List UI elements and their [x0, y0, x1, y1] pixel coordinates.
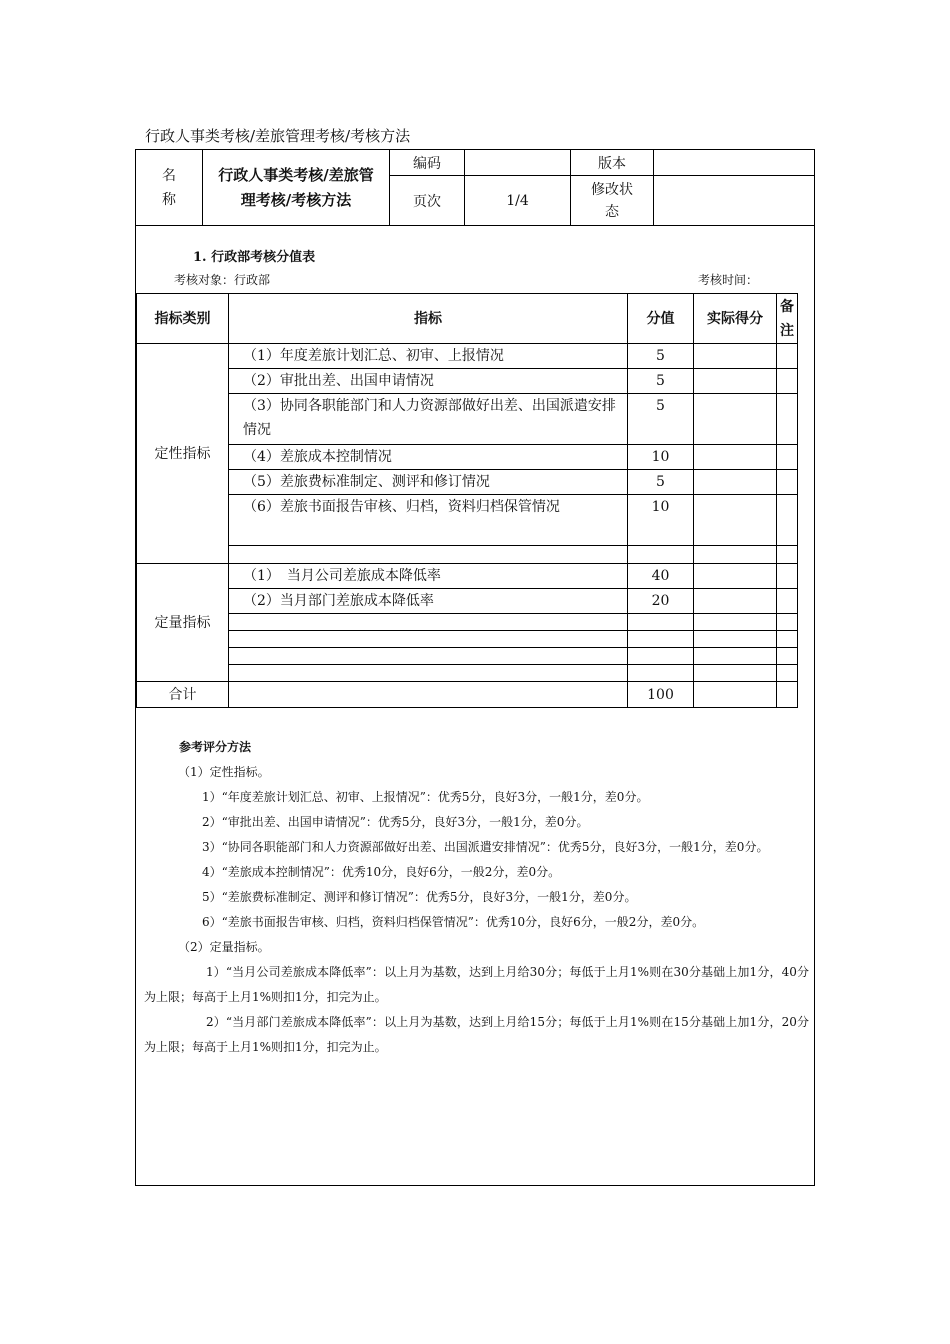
section-title: 1. 行政部考核分值表	[193, 250, 316, 265]
score-n-empty	[628, 614, 694, 631]
actual-n-empty	[694, 648, 777, 665]
indicator-q3: （3）协同各职能部门和人力资源部做好出差、出国派遣安排情况	[229, 394, 628, 445]
indicator-n-empty	[229, 631, 628, 648]
indicator-q1: （1）年度差旅计划汇总、初审、上报情况	[229, 344, 628, 369]
assessment-time: 考核时间：	[698, 273, 759, 287]
document-frame	[135, 149, 815, 1186]
header-indicator: 指标	[229, 294, 628, 344]
actual-q5	[694, 470, 777, 495]
score-n-empty	[628, 648, 694, 665]
header-remark: 备注	[777, 294, 798, 344]
remark-n-empty	[777, 665, 798, 682]
remark-n1	[777, 564, 798, 589]
total-label: 合计	[137, 682, 229, 708]
code-label: 编码	[390, 150, 465, 176]
remark-q3	[777, 394, 798, 445]
remark-q4	[777, 445, 798, 470]
score-n1: 40	[628, 564, 694, 589]
score-n2: 20	[628, 589, 694, 614]
header-category: 指标类别	[137, 294, 229, 344]
remark-q1	[777, 344, 798, 369]
quantitative-label: 定量指标	[137, 564, 229, 682]
indicator-n-empty	[229, 648, 628, 665]
score-n-empty	[628, 631, 694, 648]
page-label: 页次	[390, 176, 465, 226]
version-value	[654, 150, 815, 176]
remark-q-empty	[777, 546, 798, 564]
qualitative-item: 3）“协同各职能部门和人力资源部做好出差、出国派遣安排情况”：优秀5分，良好3分，一般1分，差0分。	[202, 840, 769, 854]
qualitative-heading: （1）定性指标。	[178, 765, 270, 779]
total-actual	[694, 682, 777, 708]
score-q-empty	[628, 546, 694, 564]
actual-n-empty	[694, 665, 777, 682]
quantitative-heading: （2）定量指标。	[178, 940, 270, 954]
actual-q2	[694, 369, 777, 394]
actual-n2	[694, 589, 777, 614]
revision-value	[654, 176, 815, 226]
indicator-n1: （1） 当月公司差旅成本降低率	[229, 564, 628, 589]
score-q5: 5	[628, 470, 694, 495]
qualitative-item: 2）“审批出差、出国申请情况”：优秀5分，良好3分，一般1分，差0分。	[202, 815, 589, 829]
actual-q3	[694, 394, 777, 445]
indicator-q2: （2）审批出差、出国申请情况	[229, 369, 628, 394]
version-label: 版本	[571, 150, 654, 176]
actual-n1	[694, 564, 777, 589]
page-title: 行政人事类考核/差旅管理考核/考核方法	[145, 127, 411, 145]
score-q2: 5	[628, 369, 694, 394]
indicator-q4: （4）差旅成本控制情况	[229, 445, 628, 470]
actual-q6	[694, 495, 777, 546]
qualitative-item: 1）“年度差旅计划汇总、初审、上报情况”：优秀5分，良好3分，一般1分，差0分。	[202, 790, 649, 804]
actual-n-empty	[694, 614, 777, 631]
score-q1: 5	[628, 344, 694, 369]
remark-n2	[777, 589, 798, 614]
indicator-n-empty	[229, 665, 628, 682]
indicator-n-empty	[229, 614, 628, 631]
remark-q6	[777, 495, 798, 546]
indicator-n2: （2）当月部门差旅成本降低率	[229, 589, 628, 614]
remark-n-empty	[777, 648, 798, 665]
quantitative-item: 2）“当月部门差旅成本降低率”：以上月为基数，达到上月给15分；每低于上月1%则在15分基础上加1分，20分为上限；每高于上月1%则扣1分，扣完为止。	[144, 1015, 809, 1054]
quantitative-item: 1）“当月公司差旅成本降低率”：以上月为基数，达到上月给30分；每低于上月1%则在30分基础上加1分，40分为上限；每高于上月1%则扣1分，扣完为止。	[144, 965, 809, 1004]
header-actual: 实际得分	[694, 294, 777, 344]
remark-n-empty	[777, 614, 798, 631]
actual-q-empty	[694, 546, 777, 564]
remark-n-empty	[777, 631, 798, 648]
code-value	[465, 150, 571, 176]
reference-title: 参考评分方法	[179, 740, 252, 754]
name-label: 名 称	[136, 150, 203, 226]
doc-title: 行政人事类考核/差旅管理考核/考核方法	[203, 150, 390, 226]
qualitative-label: 定性指标	[137, 344, 229, 564]
page-value: 1/4	[465, 176, 571, 226]
indicator-q5: （5）差旅费标准制定、测评和修订情况	[229, 470, 628, 495]
score-q6: 10	[628, 495, 694, 546]
qualitative-item: 6）“差旅书面报告审核、归档，资料归档保管情况”：优秀10分，良好6分，一般2分，差0分。	[202, 915, 705, 929]
score-n-empty	[628, 665, 694, 682]
qualitative-item: 4）“差旅成本控制情况”：优秀10分，良好6分，一般2分，差0分。	[202, 865, 561, 879]
actual-q1	[694, 344, 777, 369]
header-table	[135, 149, 815, 226]
indicator-q6: （6）差旅书面报告审核、归档，资料归档保管情况	[229, 495, 628, 546]
remark-q5	[777, 470, 798, 495]
revision-label: 修改状态	[571, 176, 654, 226]
qualitative-item: 5）“差旅费标准制定、测评和修订情况”：优秀5分，良好3分，一般1分，差0分。	[202, 890, 637, 904]
total-score: 100	[628, 682, 694, 708]
total-indicator	[229, 682, 628, 708]
actual-n-empty	[694, 631, 777, 648]
indicator-q-empty	[229, 546, 628, 564]
assessment-subject: 考核对象：行政部	[174, 273, 271, 287]
remark-q2	[777, 369, 798, 394]
score-q3: 5	[628, 394, 694, 445]
total-remark	[777, 682, 798, 708]
header-score: 分值	[628, 294, 694, 344]
actual-q4	[694, 445, 777, 470]
score-table	[136, 293, 798, 708]
reference-scoring	[144, 735, 809, 1060]
score-q4: 10	[628, 445, 694, 470]
